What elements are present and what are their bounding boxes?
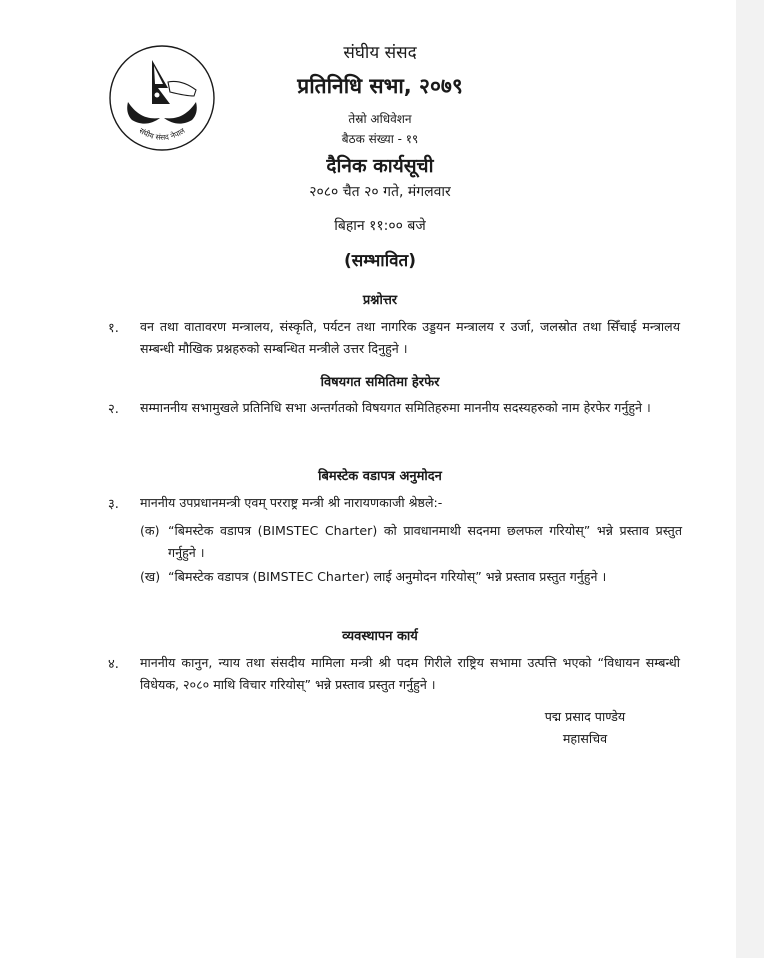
- section-heading-question-answer: प्रश्नोत्तर: [362, 293, 398, 308]
- item-number: ३.: [108, 497, 119, 512]
- emblem-text: संघीय संसद नेपाल: [137, 126, 187, 142]
- subitem-label: (ख): [140, 569, 161, 584]
- item-number: १.: [108, 321, 119, 336]
- page-edge: [736, 0, 764, 958]
- subitem-label: (क): [140, 523, 160, 538]
- item-text: सम्माननीय सभामुखले प्रतिनिधि सभा अन्तर्गतको विषयगत समितिहरुमा माननीय सदस्यहरुको नाम हेरफेर गर्नुहुने ।: [140, 400, 651, 415]
- section-heading-legislative-business: व्यवस्थापन कार्य: [342, 629, 418, 644]
- section-heading-bimstec-charter: बिमस्टेक वडापत्र अनुमोदन: [318, 469, 442, 484]
- tentative-label: (सम्भावित): [343, 251, 417, 271]
- item-text: वन तथा वातावरण मन्त्रालय, संस्कृति, पर्यटन तथा नागरिक उड्डयन मन्त्रालय र उर्जा, जलस्रोत तथा सिँचाई मन्त्रालय सम्बन्धी मौखिक प्रश्नहरुको सम्बन्धित मन्त्रीले उत्तर दिनुहुने ।: [140, 319, 680, 356]
- meeting-date: २०८० चैत २० गते, मंगलवार: [309, 184, 451, 200]
- meeting-number: बैठक संख्या - १९: [341, 132, 419, 146]
- subitem-text: “बिमस्टेक वडापत्र (BIMSTEC Charter) को प्रावधानमाथी सदनमा छलफल गरियोस्” भन्ने प्रस्ताव प्रस्तुत गर्नुहुने ।: [168, 523, 682, 560]
- agenda-title: दैनिक कार्यसूची: [326, 155, 434, 177]
- signatory-title: महासचिव: [562, 731, 608, 746]
- parliament-name: संघीय संसद: [343, 43, 417, 63]
- meeting-time: बिहान ११:०० बजे: [334, 218, 426, 234]
- section-heading-committee-change: विषयगत समितिमा हेरफेर: [320, 375, 440, 390]
- item-number: ४.: [108, 657, 119, 672]
- signatory-name: पद्म प्रसाद पाण्डेय: [544, 709, 626, 724]
- item-text: माननीय उपप्रधानमन्त्री एवम् परराष्ट्र मन्त्री श्री नारायणकाजी श्रेष्ठले:-: [140, 495, 443, 510]
- item-text: माननीय कानुन, न्याय तथा संसदीय मामिला मन्त्री श्री पदम गिरीले राष्ट्रिय सभामा उत्पत्ति भएको “विधायन सम्बन्धी विधेयक, २०८० माथि विचार गरियोस्” भन्ने प्रस्ताव प्रस्तुत गर्नुहुने ।: [140, 655, 680, 692]
- session-label: तेस्रो अधिवेशन: [348, 112, 412, 126]
- item-number: २.: [108, 402, 119, 417]
- subitem-text: “बिमस्टेक वडापत्र (BIMSTEC Charter) लाई अनुमोदन गरियोस्” भन्ने प्रस्ताव प्रस्तुत गर्नुहुने ।: [168, 569, 607, 584]
- house-title: प्रतिनिधि सभा, २०७९: [297, 74, 463, 98]
